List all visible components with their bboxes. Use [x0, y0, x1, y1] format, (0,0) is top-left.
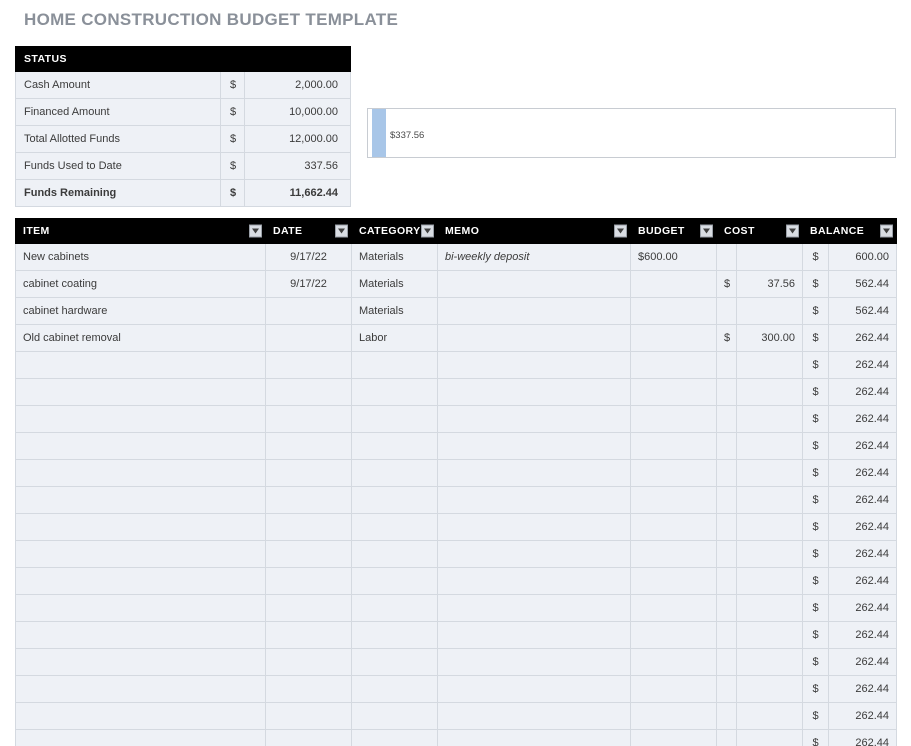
filter-dropdown-icon-budget[interactable]: [700, 225, 713, 238]
cell-date[interactable]: [266, 352, 352, 379]
cell-item[interactable]: [16, 433, 266, 460]
cell-cost-currency: $: [717, 271, 737, 298]
cell-memo[interactable]: [438, 514, 631, 541]
cell-date[interactable]: [266, 460, 352, 487]
column-header-item-label: ITEM: [23, 225, 50, 237]
cell-item[interactable]: New cabinets: [16, 244, 266, 271]
cell-balance-currency: $: [803, 649, 829, 676]
cell-item[interactable]: [16, 379, 266, 406]
cell-memo[interactable]: [438, 676, 631, 703]
cell-cost[interactable]: [737, 595, 803, 622]
cell-cost[interactable]: [737, 352, 803, 379]
table-row[interactable]: [16, 649, 897, 676]
filter-dropdown-icon-cost[interactable]: [786, 225, 799, 238]
table-row[interactable]: [16, 514, 897, 541]
cell-item[interactable]: [16, 406, 266, 433]
cell-item[interactable]: [16, 487, 266, 514]
cell-memo[interactable]: [438, 406, 631, 433]
cell-cost[interactable]: [737, 244, 803, 271]
status-row: [16, 153, 351, 180]
filter-dropdown-icon-balance[interactable]: [880, 225, 893, 238]
cell-balance-currency: $: [803, 568, 829, 595]
cell-cost[interactable]: [737, 676, 803, 703]
cell-cost-currency: [717, 406, 737, 433]
cell-category[interactable]: [352, 676, 438, 703]
cell-category[interactable]: [352, 703, 438, 730]
cell-memo[interactable]: [438, 379, 631, 406]
cell-date[interactable]: [266, 649, 352, 676]
cell-balance: 262.44: [829, 460, 897, 487]
cell-memo[interactable]: [438, 622, 631, 649]
cell-date[interactable]: [266, 487, 352, 514]
cell-category[interactable]: [352, 514, 438, 541]
chart-bar: [372, 109, 386, 157]
cell-budget[interactable]: [631, 676, 717, 703]
column-header-memo: [438, 219, 631, 244]
cell-memo[interactable]: [438, 271, 631, 298]
cell-balance: 262.44: [829, 541, 897, 568]
cell-budget[interactable]: [631, 433, 717, 460]
cell-balance-currency: $: [803, 676, 829, 703]
funds-used-chart: [367, 108, 896, 158]
cell-category[interactable]: [352, 541, 438, 568]
cell-balance-currency: $: [803, 730, 829, 746]
table-row[interactable]: [16, 460, 897, 487]
cell-memo[interactable]: [438, 730, 631, 746]
cell-date[interactable]: [266, 568, 352, 595]
cell-balance-currency: $: [803, 541, 829, 568]
cell-item[interactable]: [16, 460, 266, 487]
cell-cost[interactable]: 300.00: [737, 325, 803, 352]
cell-memo[interactable]: [438, 595, 631, 622]
cell-item[interactable]: Old cabinet removal: [16, 325, 266, 352]
cell-balance-currency: $: [803, 379, 829, 406]
cell-item[interactable]: cabinet coating: [16, 271, 266, 298]
table-row[interactable]: [16, 487, 897, 514]
cell-budget[interactable]: [631, 298, 717, 325]
cell-budget[interactable]: [631, 622, 717, 649]
table-row[interactable]: [16, 676, 897, 703]
cell-category[interactable]: [352, 649, 438, 676]
status-row-amount: 2,000.00: [245, 72, 351, 99]
status-table: [15, 46, 351, 207]
cell-item[interactable]: cabinet hardware: [16, 298, 266, 325]
column-header-balance: [803, 219, 897, 244]
cell-balance: 262.44: [829, 433, 897, 460]
cell-balance: 600.00: [829, 244, 897, 271]
table-row[interactable]: [16, 541, 897, 568]
filter-dropdown-icon-memo[interactable]: [614, 225, 627, 238]
cell-memo[interactable]: [438, 433, 631, 460]
cell-cost-currency: [717, 298, 737, 325]
status-row-amount: 12,000.00: [245, 126, 351, 153]
cell-budget[interactable]: [631, 406, 717, 433]
status-row-amount: 10,000.00: [245, 99, 351, 126]
table-row[interactable]: [16, 433, 897, 460]
page-title: HOME CONSTRUCTION BUDGET TEMPLATE: [24, 10, 399, 29]
cell-balance-currency: $: [803, 244, 829, 271]
cell-cost[interactable]: [737, 622, 803, 649]
cell-date[interactable]: [266, 541, 352, 568]
status-row-label: Cash Amount: [16, 72, 221, 99]
cell-balance-currency: $: [803, 703, 829, 730]
cell-balance: 262.44: [829, 703, 897, 730]
cell-cost-currency: $: [717, 325, 737, 352]
cell-balance: 262.44: [829, 487, 897, 514]
cell-budget[interactable]: [631, 379, 717, 406]
cell-budget[interactable]: [631, 487, 717, 514]
cell-budget[interactable]: [631, 649, 717, 676]
cell-cost[interactable]: [737, 487, 803, 514]
column-header-cost-label: COST: [724, 225, 755, 237]
status-row: [16, 180, 351, 207]
cell-balance: 262.44: [829, 676, 897, 703]
table-row[interactable]: [16, 271, 897, 298]
cell-balance-currency: $: [803, 352, 829, 379]
status-row: [16, 99, 351, 126]
status-row-currency: $: [221, 72, 245, 99]
cell-item[interactable]: [16, 595, 266, 622]
cell-cost[interactable]: [737, 298, 803, 325]
table-row[interactable]: [16, 703, 897, 730]
cell-budget[interactable]: $600.00: [631, 244, 717, 271]
cell-category[interactable]: [352, 568, 438, 595]
table-row[interactable]: [16, 325, 897, 352]
column-header-date-label: DATE: [273, 225, 303, 237]
cell-balance: 262.44: [829, 649, 897, 676]
cell-date[interactable]: 9/17/22: [266, 244, 352, 271]
table-row[interactable]: [16, 352, 897, 379]
cell-cost-currency: [717, 703, 737, 730]
cell-balance: 262.44: [829, 325, 897, 352]
cell-balance: 562.44: [829, 271, 897, 298]
cell-cost[interactable]: [737, 730, 803, 746]
cell-cost-currency: [717, 514, 737, 541]
cell-category[interactable]: Labor: [352, 325, 438, 352]
cell-cost-currency: [717, 487, 737, 514]
cell-balance-currency: $: [803, 271, 829, 298]
table-row[interactable]: [16, 622, 897, 649]
column-header-memo-label: MEMO: [445, 225, 480, 237]
cell-balance: 262.44: [829, 622, 897, 649]
cell-cost-currency: [717, 433, 737, 460]
column-header-budget-label: BUDGET: [638, 225, 685, 237]
cell-item[interactable]: [16, 703, 266, 730]
cell-balance-currency: $: [803, 514, 829, 541]
cell-date[interactable]: [266, 703, 352, 730]
cell-date[interactable]: [266, 730, 352, 746]
filter-dropdown-icon-category[interactable]: [421, 225, 434, 238]
cell-cost[interactable]: [737, 541, 803, 568]
cell-category[interactable]: Materials: [352, 244, 438, 271]
cell-date[interactable]: [266, 298, 352, 325]
cell-category[interactable]: [352, 433, 438, 460]
cell-cost[interactable]: [737, 406, 803, 433]
status-row-label: Funds Used to Date: [16, 153, 221, 180]
status-row-currency: $: [221, 99, 245, 126]
cell-balance: 262.44: [829, 568, 897, 595]
cell-date[interactable]: [266, 379, 352, 406]
cell-item[interactable]: [16, 730, 266, 746]
cell-budget[interactable]: [631, 730, 717, 746]
cell-date[interactable]: [266, 406, 352, 433]
cell-balance: 262.44: [829, 352, 897, 379]
status-header-cell: STATUS: [16, 47, 351, 72]
cell-memo[interactable]: [438, 649, 631, 676]
cell-memo[interactable]: [438, 703, 631, 730]
cell-balance: 262.44: [829, 379, 897, 406]
table-row[interactable]: [16, 730, 897, 746]
cell-memo[interactable]: [438, 487, 631, 514]
status-row-label: Total Allotted Funds: [16, 126, 221, 153]
cell-item[interactable]: [16, 514, 266, 541]
status-row: [16, 126, 351, 153]
cell-memo[interactable]: bi-weekly deposit: [438, 244, 631, 271]
cell-cost-currency: [717, 595, 737, 622]
cell-date[interactable]: [266, 622, 352, 649]
cell-balance: 262.44: [829, 730, 897, 746]
cell-memo[interactable]: [438, 568, 631, 595]
cell-cost[interactable]: [737, 703, 803, 730]
table-row[interactable]: [16, 595, 897, 622]
cell-date[interactable]: [266, 325, 352, 352]
cell-category[interactable]: [352, 487, 438, 514]
cell-balance-currency: $: [803, 433, 829, 460]
cell-cost-currency: [717, 730, 737, 746]
cell-cost[interactable]: 37.56: [737, 271, 803, 298]
cell-budget[interactable]: [631, 703, 717, 730]
cell-date[interactable]: [266, 595, 352, 622]
cell-cost[interactable]: [737, 568, 803, 595]
budget-items-table: [15, 218, 897, 746]
cell-budget[interactable]: [631, 568, 717, 595]
cell-balance-currency: $: [803, 325, 829, 352]
cell-budget[interactable]: [631, 271, 717, 298]
status-header-row: [16, 47, 351, 72]
status-row-amount: 11,662.44: [245, 180, 351, 207]
cell-category[interactable]: [352, 460, 438, 487]
cell-balance: 262.44: [829, 514, 897, 541]
cell-cost[interactable]: [737, 460, 803, 487]
cell-category[interactable]: [352, 595, 438, 622]
cell-cost-currency: [717, 460, 737, 487]
cell-cost-currency: [717, 244, 737, 271]
cell-category[interactable]: [352, 622, 438, 649]
cell-budget[interactable]: [631, 325, 717, 352]
cell-memo[interactable]: [438, 325, 631, 352]
status-row-currency: $: [221, 180, 245, 207]
cell-cost-currency: [717, 676, 737, 703]
cell-budget[interactable]: [631, 595, 717, 622]
cell-cost[interactable]: [737, 649, 803, 676]
cell-memo[interactable]: [438, 298, 631, 325]
cell-date[interactable]: [266, 676, 352, 703]
cell-category[interactable]: [352, 730, 438, 746]
cell-balance-currency: $: [803, 460, 829, 487]
status-row-currency: $: [221, 153, 245, 180]
cell-date[interactable]: [266, 514, 352, 541]
cell-cost-currency: [717, 622, 737, 649]
cell-item[interactable]: [16, 622, 266, 649]
cell-cost-currency: [717, 379, 737, 406]
filter-dropdown-icon-date[interactable]: [335, 225, 348, 238]
cell-budget[interactable]: [631, 352, 717, 379]
filter-dropdown-icon-item[interactable]: [249, 225, 262, 238]
cell-cost[interactable]: [737, 433, 803, 460]
status-row-currency: $: [221, 126, 245, 153]
table-header-row: [16, 219, 897, 244]
column-header-balance-label: BALANCE: [810, 225, 865, 237]
column-header-category: [352, 219, 438, 244]
chart-bar-label: $337.56: [390, 130, 425, 141]
cell-category[interactable]: Materials: [352, 271, 438, 298]
cell-balance-currency: $: [803, 298, 829, 325]
table-row[interactable]: [16, 406, 897, 433]
status-row: [16, 72, 351, 99]
table-row[interactable]: [16, 568, 897, 595]
cell-category[interactable]: [352, 352, 438, 379]
cell-balance-currency: $: [803, 622, 829, 649]
cell-balance: 262.44: [829, 406, 897, 433]
column-header-date: [266, 219, 352, 244]
cell-item[interactable]: [16, 352, 266, 379]
cell-balance: 562.44: [829, 298, 897, 325]
cell-balance-currency: $: [803, 595, 829, 622]
status-row-amount: 337.56: [245, 153, 351, 180]
column-header-category-label: CATEGORY: [359, 225, 421, 237]
cell-budget[interactable]: [631, 460, 717, 487]
cell-budget[interactable]: [631, 514, 717, 541]
cell-category[interactable]: [352, 379, 438, 406]
cell-balance: 262.44: [829, 595, 897, 622]
table-row[interactable]: [16, 379, 897, 406]
cell-cost[interactable]: [737, 514, 803, 541]
cell-cost-currency: [717, 568, 737, 595]
cell-item[interactable]: [16, 568, 266, 595]
cell-cost-currency: [717, 649, 737, 676]
cell-item[interactable]: [16, 649, 266, 676]
column-header-item: [16, 219, 266, 244]
cell-balance-currency: $: [803, 487, 829, 514]
cell-category[interactable]: [352, 406, 438, 433]
column-header-cost: [717, 219, 803, 244]
status-row-label: Funds Remaining: [16, 180, 221, 207]
cell-cost-currency: [717, 352, 737, 379]
table-row[interactable]: [16, 244, 897, 271]
table-row[interactable]: [16, 298, 897, 325]
status-row-label: Financed Amount: [16, 99, 221, 126]
cell-date[interactable]: 9/17/22: [266, 271, 352, 298]
cell-budget[interactable]: [631, 541, 717, 568]
cell-item[interactable]: [16, 676, 266, 703]
cell-cost-currency: [717, 541, 737, 568]
cell-memo[interactable]: [438, 352, 631, 379]
column-header-budget: [631, 219, 717, 244]
cell-memo[interactable]: [438, 541, 631, 568]
cell-cost[interactable]: [737, 379, 803, 406]
cell-memo[interactable]: [438, 460, 631, 487]
cell-category[interactable]: Materials: [352, 298, 438, 325]
cell-item[interactable]: [16, 541, 266, 568]
cell-date[interactable]: [266, 433, 352, 460]
cell-balance-currency: $: [803, 406, 829, 433]
